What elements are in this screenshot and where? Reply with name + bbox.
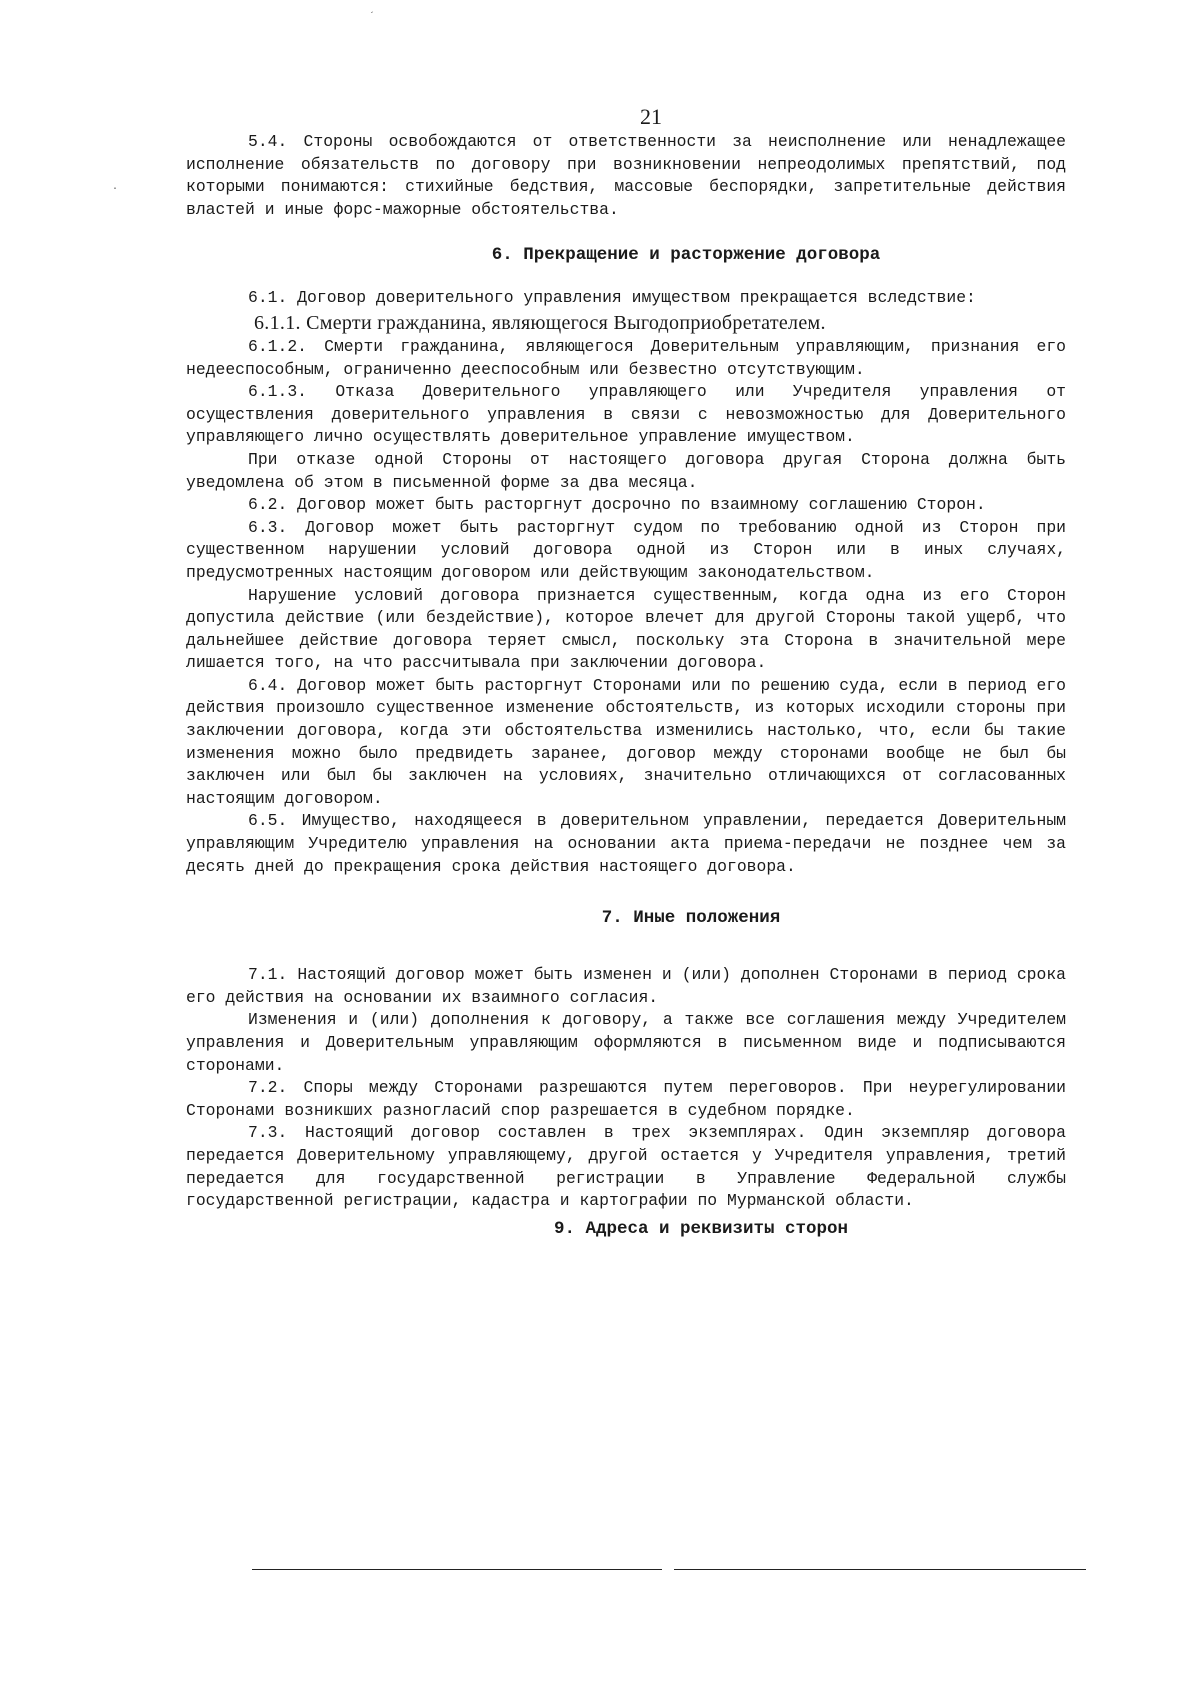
scan-speck: ´: [369, 12, 376, 23]
paragraph-6-4: 6.4. Договор может быть расторгнут Сторонами или по решению суда, если в период его действия произошло существенное изменение обстоятельств, из которых исходили стороны при заключении договора, когда эти обстоятельства изменились настолько, что, если бы такие изменения можно было предвидеть заранее, договор между сторонами вообще не был бы заключен или был бы заключен на условиях, значительно отличающихся от согласованных настоящим договором.: [186, 675, 1066, 808]
paragraph-6-1-2: 6.1.2. Смерти гражданина, являющегося Доверительным управляющим, признания его недееспособным, ограниченно дееспособным или безвестно отсутствующим.: [186, 336, 1066, 379]
paragraph-amendments: Изменения и (или) дополнения к договору, а также все соглашения между Учредителем управления и Доверительным управляющим оформляются в письменном виде и подписываются сторонами.: [186, 1010, 1066, 1075]
signature-line-right: [674, 1569, 1086, 1570]
paragraph-7-2: 7.2. Споры между Сторонами разрешаются путем переговоров. При неурегулировании Сторонами возникших разногласий спор разрешается в судебном порядке.: [186, 1078, 1066, 1120]
paragraph-6-1-1: 6.1.1. Смерти гражданина, являющегося Выгодоприобретателем.: [254, 311, 826, 334]
section-9-heading: 9. Адреса и реквизиты сторон: [553, 1218, 849, 1239]
paragraph-6-1-3: 6.1.3. Отказа Доверительного управляющего или Учредителя управления от осуществления доверительного управления в связи с невозможностью для Доверительного управляющего лично осуществлять доверительное управление имуществом.: [186, 382, 1066, 447]
page-number: 21: [640, 104, 662, 129]
paragraph-5-4: 5.4. Стороны освобождаются от ответственности за неисполнение или ненадлежащее исполнение обязательств по договору при возникновении непреодолимых препятствий, под которыми понимаются: стихийные бедствия, массовые беспорядки, запретительные действия властей и иные форс-мажорные обстоятельства.: [186, 132, 1066, 219]
paragraph-6-3: 6.3. Договор может быть расторгнут судом по требованию одной из Сторон при существенном нарушении условий договора одной из Сторон или в иных случаях, предусмотренных настоящим договором или действующим законодательством.: [186, 517, 1066, 582]
section-6-heading: 6. Прекращение и расторжение договора: [491, 245, 881, 266]
section-7-heading: 7. Иные положения: [601, 908, 781, 929]
document-body: [186, 131, 1066, 1241]
paragraph-7-1: 7.1. Настоящий договор может быть изменен и (или) дополнен Сторонами в период срока его действия на основании их взаимного согласия.: [186, 965, 1066, 1007]
paragraph-6-5: 6.5. Имущество, находящееся в доверительном управлении, передается Доверительным управляющим Учредителю управления на основании акта приема-передачи не позднее чем за десять дней до прекращения срока действия настоящего договора.: [186, 811, 1066, 876]
paragraph-6-2: 6.2. Договор может быть расторгнут досрочно по взаимному соглашению Сторон.: [248, 495, 986, 515]
paragraph-6-1: 6.1. Договор доверительного управления имуществом прекращается вследствие:: [248, 288, 976, 308]
paragraph-7-3: 7.3. Настоящий договор составлен в трех экземплярах. Один экземпляр договора передается Доверительному управляющему, другой остается у Учредителя управления, третий передается для государственной регистрации в Управление Федеральной службы государственной регистрации, кадастра и картографии по Мурманской области.: [186, 1123, 1066, 1211]
paragraph-material-violation: Нарушение условий договора признается существенным, когда одна из его Сторон допустила действие (или бездействие), которое влечет для другой Стороны такой ущерб, что дальнейшее действие договора теряет смысл, поскольку эта Сторона в значительной мере лишается того, на что рассчитывала при заключении договора.: [186, 585, 1066, 673]
scan-speck: ·: [112, 184, 119, 195]
paragraph-refusal-notice: При отказе одной Стороны от настоящего договора другая Сторона должна быть уведомлена об этом в письменной форме за два месяца.: [186, 449, 1066, 492]
signature-line-left: [252, 1569, 662, 1570]
